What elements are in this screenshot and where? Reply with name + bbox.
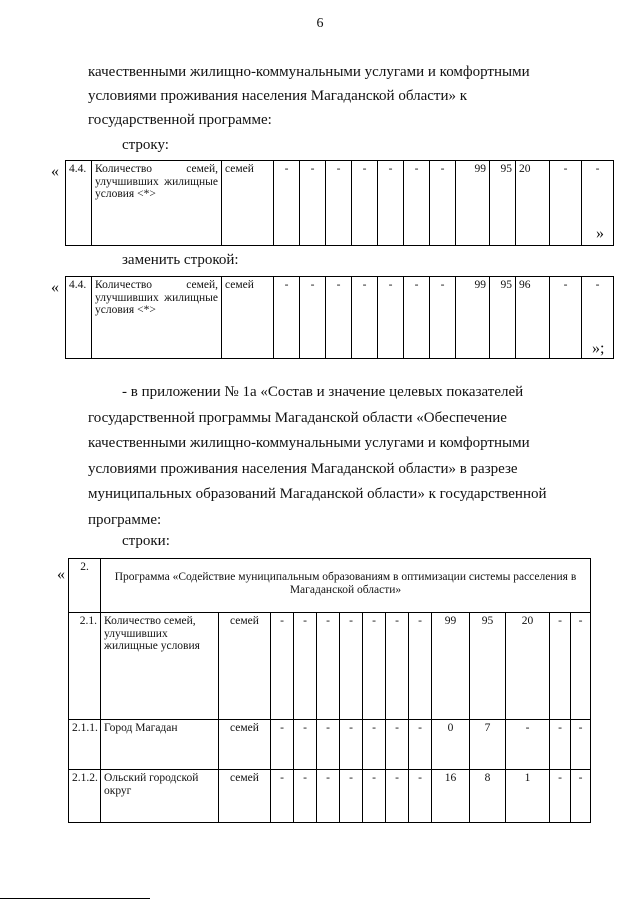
cell-value: - [294, 770, 317, 823]
appendix-line-1: - в приложении № 1а «Состав и значение целевых показателей [122, 384, 524, 400]
intro-line-3: государственной программе: [88, 112, 272, 128]
cell-unit: семей [219, 613, 271, 720]
table-row [66, 277, 614, 359]
cell-num: 2.1. [69, 613, 101, 720]
appendix-line-3: качественными жилищно-коммунальными услугами и комфортными [88, 435, 530, 451]
cell-value: 95 [470, 613, 506, 720]
cell-value: - [409, 720, 432, 770]
close-quote-1: » [596, 225, 604, 242]
table-new-row [65, 276, 614, 359]
cell-value: - [340, 613, 363, 720]
table-row [66, 161, 614, 246]
cell-value: 16 [432, 770, 470, 823]
cell-value: - [386, 613, 409, 720]
cell-value: 95 [490, 277, 516, 359]
page-number: 6 [316, 16, 324, 31]
cell-value: - [300, 277, 326, 359]
cell-value: - [582, 161, 614, 246]
cell-value: - [506, 720, 550, 770]
cell-num: 2.1.1. [69, 720, 101, 770]
cell-name: Количество семей, улучшивших жилищные условия <*> [92, 277, 222, 359]
header-program-title: Программа «Содействие муниципальным образованиям в оптимизации системы расселения в Магаданской области» [101, 559, 591, 613]
cell-name: Количество семей, улучшивших жилищные условия [101, 613, 219, 720]
cell-value: - [340, 720, 363, 770]
appendix-line-5: муниципальных образований Магаданской области» к государственной [88, 486, 547, 502]
paragraph-appendix [88, 380, 570, 533]
cell-value: - [271, 770, 294, 823]
bottom-rule [0, 898, 150, 899]
cell-value: - [550, 770, 571, 823]
cell-value: - [274, 277, 300, 359]
cell-value: - [352, 161, 378, 246]
cell-name: Город Магадан [101, 720, 219, 770]
cell-value: - [550, 613, 571, 720]
table-municipal [68, 558, 591, 823]
cell-value: 20 [516, 161, 550, 246]
cell-value: - [430, 161, 456, 246]
cell-value: - [404, 161, 430, 246]
intro-line-1: качественными жилищно-коммунальными услугами и комфортными [88, 64, 530, 80]
cell-value: - [271, 720, 294, 770]
cell-value: - [300, 161, 326, 246]
open-quote-3: « [57, 566, 65, 583]
open-quote-2: « [51, 279, 59, 296]
cell-value: 99 [432, 613, 470, 720]
cell-value: - [386, 770, 409, 823]
cell-name: Ольский городской округ [101, 770, 219, 823]
cell-num: 4.4. [66, 277, 92, 359]
cell-value: 96 [516, 277, 550, 359]
cell-value: - [317, 770, 340, 823]
table-row [69, 720, 591, 770]
cell-value: - [571, 613, 591, 720]
cell-value: - [363, 613, 386, 720]
cell-value: - [430, 277, 456, 359]
cell-value: 20 [506, 613, 550, 720]
table-old-row [65, 160, 614, 246]
cell-name: Количество семей, улучшивших жилищные условия <*> [92, 161, 222, 246]
cell-value: - [340, 770, 363, 823]
open-quote-1: « [51, 163, 59, 180]
cell-num: 4.4. [66, 161, 92, 246]
cell-value: - [363, 770, 386, 823]
cell-value: - [409, 613, 432, 720]
header-num: 2. [69, 559, 101, 613]
cell-unit: семей [222, 161, 274, 246]
table-row [69, 770, 591, 823]
cell-value: - [571, 720, 591, 770]
label-replace: заменить строкой: [122, 252, 239, 268]
cell-value: - [409, 770, 432, 823]
cell-num: 2.1.2. [69, 770, 101, 823]
cell-value: - [550, 720, 571, 770]
cell-value: - [582, 277, 614, 359]
cell-value: 99 [456, 277, 490, 359]
cell-value: - [294, 613, 317, 720]
cell-value: - [378, 277, 404, 359]
cell-value: - [294, 720, 317, 770]
label-rows: строки: [122, 533, 170, 549]
appendix-line-4: условиями проживания населения Магаданской области» в разрезе [88, 460, 518, 477]
intro-line-2: условиями проживания населения Магаданской области» к [88, 88, 468, 104]
cell-value: - [326, 161, 352, 246]
cell-value: - [378, 161, 404, 246]
cell-value: 8 [470, 770, 506, 823]
label-row: строку: [122, 137, 169, 153]
cell-value: - [404, 277, 430, 359]
close-quote-semicolon: »; [592, 340, 605, 357]
cell-value: - [352, 277, 378, 359]
cell-value: - [326, 277, 352, 359]
cell-value: 95 [490, 161, 516, 246]
cell-value: - [317, 720, 340, 770]
cell-value: 0 [432, 720, 470, 770]
cell-value: 99 [456, 161, 490, 246]
cell-value: - [317, 613, 340, 720]
table-row [69, 613, 591, 720]
cell-value: - [363, 720, 386, 770]
appendix-line-6: программе: [88, 511, 162, 528]
cell-value: - [274, 161, 300, 246]
cell-value: 1 [506, 770, 550, 823]
cell-value: - [571, 770, 591, 823]
cell-value: - [550, 277, 582, 359]
cell-value: - [550, 161, 582, 246]
cell-value: - [386, 720, 409, 770]
cell-unit: семей [222, 277, 274, 359]
appendix-line-2: государственной программы Магаданской области «Обеспечение [88, 409, 507, 426]
paragraph-intro [88, 60, 570, 132]
cell-unit: семей [219, 720, 271, 770]
cell-unit: семей [219, 770, 271, 823]
cell-value: - [271, 613, 294, 720]
cell-value: 7 [470, 720, 506, 770]
table-header-row [69, 559, 591, 613]
